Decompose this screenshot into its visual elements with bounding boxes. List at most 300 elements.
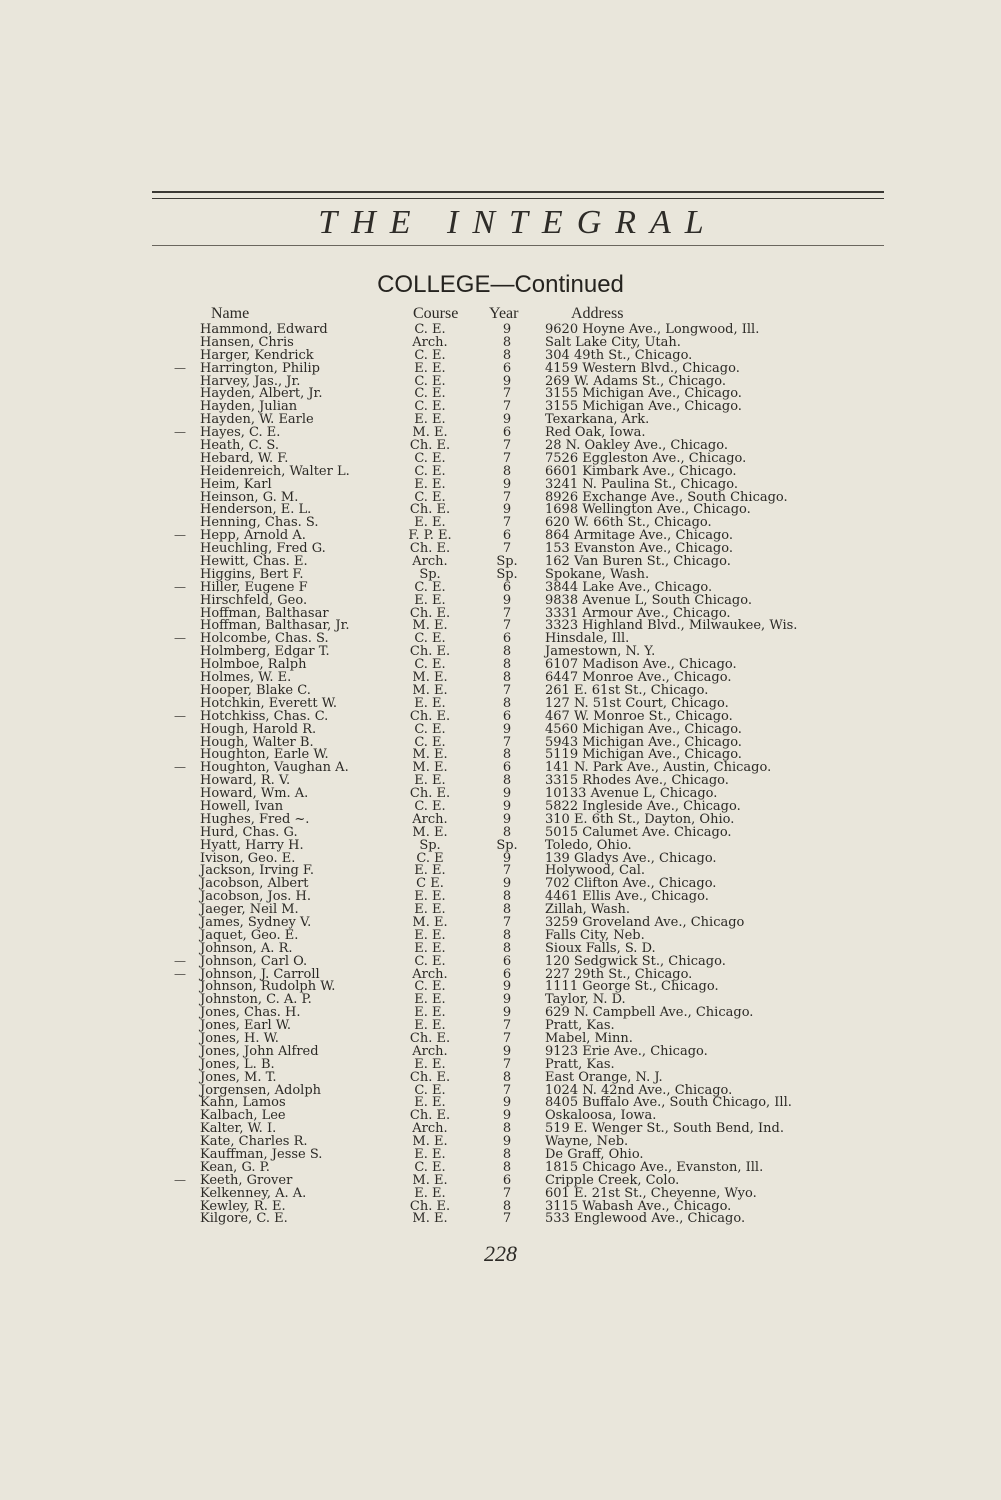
course-cell: Ch. E. (409, 1198, 451, 1214)
course-cell: E. E. (414, 1018, 446, 1034)
student-name: Hoffman, Balthasar, Jr. (200, 618, 350, 634)
address-cell: 8405 Buffalo Ave., South Chicago, Ill. (545, 1095, 792, 1111)
address-cell: 702 Clifton Ave., Chicago. (545, 876, 717, 892)
year-cell: 9 (502, 721, 512, 737)
course-cell: E. E. (414, 515, 446, 531)
address-cell: Spokane, Wash. (545, 566, 650, 582)
student-name: Jones, John Alfred (200, 1043, 319, 1059)
table-row (0, 1148, 1001, 1161)
table-row (0, 568, 1001, 581)
year-cell: 7 (502, 618, 512, 634)
course-cell: M. E. (412, 824, 448, 840)
address-cell: Oskaloosa, Iowa. (545, 1108, 657, 1124)
course-cell: C E. (416, 876, 444, 892)
year-cell: 7 (502, 1018, 512, 1034)
address-cell: 8926 Exchange Ave., South Chicago. (545, 489, 788, 505)
page-number: 228 (484, 1241, 517, 1266)
year-cell: 7 (502, 386, 512, 402)
year-cell: 8 (502, 347, 512, 363)
table-row (0, 349, 1001, 362)
table-row (0, 1200, 1001, 1213)
student-name: Hoffman, Balthasar (200, 605, 329, 621)
address-cell: 6107 Madison Ave., Chicago. (545, 657, 737, 673)
course-cell: C. E (416, 850, 444, 866)
student-name: Hansen, Chris (200, 334, 294, 350)
student-name: Kilgore, C. E. (200, 1211, 288, 1227)
address-cell: 629 N. Campbell Ave., Chicago. (545, 1005, 754, 1021)
course-cell: M. E. (412, 747, 448, 763)
course-cell: C. E. (414, 373, 446, 389)
year-cell: 8 (502, 747, 512, 763)
year-cell: 7 (502, 541, 512, 557)
address-cell: 153 Evanston Ave., Chicago. (545, 541, 733, 557)
address-cell: Wayne, Neb. (545, 1134, 629, 1150)
student-name: Houghton, Vaughan A. (200, 760, 349, 776)
course-cell: E. E. (414, 1056, 446, 1072)
address-cell: 9123 Erie Ave., Chicago. (545, 1043, 708, 1059)
student-name: Hurd, Chas. G. (200, 824, 298, 840)
course-cell: E. E. (414, 1185, 446, 1201)
year-cell: 7 (502, 863, 512, 879)
course-cell: E. E. (414, 476, 446, 492)
table-row (0, 607, 1001, 620)
year-cell: 9 (502, 322, 512, 337)
course-cell: F. P. E. (408, 528, 452, 544)
address-cell: Cripple Creek, Colo. (545, 1172, 680, 1188)
course-cell: E. E. (414, 1095, 446, 1111)
address-cell: 533 Englewood Ave., Chicago. (545, 1211, 746, 1227)
student-name: Jaquet, Geo. E. (200, 927, 299, 943)
table-row (0, 336, 1001, 349)
table-row (0, 864, 1001, 877)
year-cell: 8 (502, 657, 512, 673)
table-row (0, 774, 1001, 787)
address-cell: 9620 Hoyne Ave., Longwood, Ill. (545, 322, 760, 337)
course-cell: Sp. (419, 837, 441, 853)
course-cell: C. E. (414, 953, 446, 969)
year-cell: 9 (502, 979, 512, 995)
address-cell: Falls City, Neb. (545, 927, 645, 943)
address-cell: 620 W. 66th St., Chicago. (545, 515, 712, 531)
year-cell: 8 (502, 1069, 512, 1085)
year-cell: 7 (502, 734, 512, 750)
course-cell: E. E. (414, 1147, 446, 1162)
student-name: Johnson, Rudolph W. (200, 979, 336, 995)
table-row (0, 697, 1001, 710)
student-name: Holcombe, Chas. S. (200, 631, 329, 647)
address-cell: 3331 Armour Ave., Chicago. (545, 605, 731, 621)
student-name: Howell, Ivan (200, 798, 284, 814)
table-row (0, 465, 1001, 478)
course-cell: M. E. (412, 914, 448, 930)
address-cell: Sioux Falls, S. D. (545, 940, 656, 956)
address-cell: 7526 Eggleston Ave., Chicago. (545, 450, 747, 466)
student-name: Hepp, Arnold A. (200, 528, 306, 544)
address-cell: Taylor, N. D. (545, 992, 626, 1008)
student-name: Henderson, E. L. (200, 502, 312, 518)
address-cell: 4461 Ellis Ave., Chicago. (545, 889, 709, 905)
course-cell: Ch. E. (409, 1069, 451, 1085)
course-cell: C. E. (414, 734, 446, 750)
student-name: Hiller, Eugene F (200, 579, 308, 595)
address-cell: Pratt, Kas. (545, 1018, 615, 1034)
year-cell: 8 (502, 1121, 512, 1137)
course-cell: C. E. (414, 1082, 446, 1098)
year-cell: Sp. (496, 837, 518, 853)
year-cell: 7 (502, 682, 512, 698)
table-row (0, 400, 1001, 413)
table-row (0, 503, 1001, 516)
student-name: Holmberg, Edgar T. (200, 644, 330, 660)
year-cell: 8 (502, 1147, 512, 1162)
student-name: Keeth, Grover (200, 1172, 293, 1188)
year-cell: 9 (502, 1043, 512, 1059)
table-row (0, 1109, 1001, 1122)
address-cell: 3241 N. Paulina St., Chicago. (545, 476, 738, 492)
student-name: Jones, Earl W. (200, 1018, 292, 1034)
student-name: Heuchling, Fred G. (200, 541, 326, 557)
year-cell: 9 (502, 850, 512, 866)
year-cell: 6 (502, 360, 512, 376)
year-cell: 8 (502, 824, 512, 840)
address-cell: 864 Armitage Ave., Chicago. (545, 528, 734, 544)
marginal-mark: — (174, 760, 186, 775)
student-name: Johnson, Carl O. (200, 953, 308, 969)
year-cell: 8 (502, 1159, 512, 1175)
address-cell: Holywood, Cal. (545, 863, 646, 879)
table-row (0, 491, 1001, 504)
year-cell: 9 (502, 811, 512, 827)
year-cell: 7 (502, 914, 512, 930)
table-row (0, 968, 1001, 981)
table-row (0, 413, 1001, 426)
year-cell: 8 (502, 1198, 512, 1214)
course-cell: Ch. E. (409, 605, 451, 621)
year-cell: 9 (502, 1005, 512, 1021)
address-cell: 519 E. Wenger St., South Bend, Ind. (545, 1121, 784, 1137)
student-name: Hewitt, Chas. E. (200, 554, 308, 570)
student-name: Heath, C. S. (200, 438, 279, 454)
journal-title: THE INTEGRAL (318, 204, 718, 241)
year-cell: 8 (502, 670, 512, 686)
course-cell: E. E. (414, 927, 446, 943)
year-cell: 8 (502, 644, 512, 660)
student-name: Kalbach, Lee (200, 1108, 286, 1124)
table-row (0, 993, 1001, 1006)
address-cell: Salt Lake City, Utah. (545, 334, 681, 350)
student-name: Kalter, W. I. (200, 1121, 277, 1137)
address-cell: 3115 Wabash Ave., Chicago. (545, 1198, 732, 1214)
address-cell: 1024 N. 42nd Ave., Chicago. (545, 1082, 733, 1098)
table-row (0, 1161, 1001, 1174)
address-cell: Texarkana, Ark. (545, 412, 650, 428)
address-cell: 4159 Western Blvd., Chicago. (545, 360, 740, 376)
year-cell: 7 (502, 1185, 512, 1201)
address-cell: De Graff, Ohio. (545, 1147, 644, 1162)
student-name: James, Sydney V. (200, 914, 312, 930)
year-cell: 7 (502, 1082, 512, 1098)
table-row (0, 877, 1001, 890)
section-title: COLLEGE—Continued (377, 271, 624, 298)
year-cell: 7 (502, 1030, 512, 1046)
table-row (0, 684, 1001, 697)
table-row (0, 1045, 1001, 1058)
course-cell: Ch. E. (409, 786, 451, 802)
student-name: Hooper, Blake C. (200, 682, 311, 698)
year-cell: 6 (502, 1172, 512, 1188)
table-row (0, 632, 1001, 645)
course-cell: E. E. (414, 1005, 446, 1021)
address-cell: Red Oak, Iowa. (545, 425, 646, 441)
student-name: Houghton, Earle W. (200, 747, 329, 763)
marginal-mark: — (174, 360, 186, 375)
address-cell: 5015 Calumet Ave. Chicago. (545, 824, 732, 840)
table-row (0, 890, 1001, 903)
year-cell: 9 (502, 1095, 512, 1111)
address-cell: 3155 Michigan Ave., Chicago. (545, 399, 742, 415)
table-row (0, 375, 1001, 388)
course-cell: E. E. (414, 902, 446, 918)
course-cell: Ch. E. (409, 1030, 451, 1046)
year-cell: 7 (502, 515, 512, 531)
table-row (0, 362, 1001, 375)
table-row (0, 426, 1001, 439)
address-cell: 304 49th St., Chicago. (545, 347, 693, 363)
course-cell: E. E. (414, 695, 446, 711)
address-cell: Jamestown, N. Y. (545, 644, 656, 660)
student-name: Howard, Wm. A. (200, 786, 309, 802)
year-cell: 6 (502, 708, 512, 724)
student-name: Jackson, Irving F. (200, 863, 315, 879)
student-name: Heinson, G. M. (200, 489, 299, 505)
table-row (0, 736, 1001, 749)
course-cell: E. E. (414, 773, 446, 789)
course-cell: M. E. (412, 1211, 448, 1227)
year-cell: 7 (502, 1056, 512, 1072)
student-name: Johnson, J. Carroll (200, 966, 320, 982)
student-name: Hayes, C. E. (200, 425, 281, 441)
table-row (0, 323, 1001, 336)
course-cell: C. E. (414, 386, 446, 402)
table-row (0, 813, 1001, 826)
student-name: Henning, Chas. S. (200, 515, 319, 531)
student-name: Harrington, Philip (200, 360, 320, 376)
student-name: Jorgensen, Adolph (200, 1082, 322, 1098)
address-cell: 261 E. 61st St., Chicago. (545, 682, 709, 698)
year-cell: 8 (502, 927, 512, 943)
table-row (0, 645, 1001, 658)
address-cell: 3155 Michigan Ave., Chicago. (545, 386, 742, 402)
course-cell: C. E. (414, 463, 446, 479)
course-cell: C. E. (414, 1159, 446, 1175)
column-header-course: Course (413, 305, 459, 322)
header-rule-bottom (152, 245, 884, 246)
course-cell: M. E. (412, 618, 448, 634)
course-cell: E. E. (414, 412, 446, 428)
table-row (0, 619, 1001, 632)
address-cell: 1815 Chicago Ave., Evanston, Ill. (545, 1159, 764, 1175)
address-cell: 3323 Highland Blvd., Milwaukee, Wis. (545, 618, 798, 634)
student-name: Johnson, A. R. (200, 940, 293, 956)
student-name: Hebard, W. F. (200, 450, 289, 466)
year-cell: 6 (502, 760, 512, 776)
course-cell: M. E. (412, 760, 448, 776)
year-cell: 7 (502, 450, 512, 466)
table-row (0, 980, 1001, 993)
year-cell: 6 (502, 579, 512, 595)
header-rule-top-thin (152, 198, 884, 199)
student-name: Jaeger, Neil M. (200, 902, 299, 918)
address-cell: 6447 Monroe Ave., Chicago. (545, 670, 732, 686)
marginal-mark: — (174, 708, 186, 723)
course-cell: M. E. (412, 1134, 448, 1150)
student-name: Hammond, Edward (200, 322, 328, 337)
student-name: Hayden, W. Earle (200, 412, 314, 428)
student-name: Kate, Charles R. (200, 1134, 308, 1150)
table-row (0, 1122, 1001, 1135)
year-cell: 9 (502, 798, 512, 814)
address-cell: 1698 Wellington Ave., Chicago. (545, 502, 751, 518)
table-row (0, 839, 1001, 852)
course-cell: C. E. (414, 979, 446, 995)
address-cell: 5822 Ingleside Ave., Chicago. (545, 798, 741, 814)
year-cell: 8 (502, 902, 512, 918)
address-cell: 10133 Avenue L, Chicago. (545, 786, 718, 802)
address-cell: 601 E. 21st St., Cheyenne, Wyo. (545, 1185, 757, 1201)
year-cell: 9 (502, 1134, 512, 1150)
course-cell: M. E. (412, 682, 448, 698)
course-cell: C. E. (414, 399, 446, 415)
year-cell: 9 (502, 412, 512, 428)
year-cell: 8 (502, 940, 512, 956)
table-row (0, 1058, 1001, 1071)
table-row (0, 452, 1001, 465)
table-row (0, 800, 1001, 813)
course-cell: C. E. (414, 657, 446, 673)
table-row (0, 916, 1001, 929)
year-cell: 7 (502, 1211, 512, 1227)
student-name: Heim, Karl (200, 476, 272, 492)
year-cell: Sp. (496, 554, 518, 570)
year-cell: 9 (502, 876, 512, 892)
year-cell: 8 (502, 889, 512, 905)
table-row (0, 594, 1001, 607)
table-row (0, 1096, 1001, 1109)
course-cell: C. E. (414, 631, 446, 647)
marginal-mark: — (174, 966, 186, 981)
course-cell: Ch. E. (409, 708, 451, 724)
course-cell: M. E. (412, 425, 448, 441)
student-name: Harvey, Jas., Jr. (200, 373, 301, 389)
table-row (0, 529, 1001, 542)
course-cell: E. E. (414, 992, 446, 1008)
student-name: Jones, H. W. (200, 1030, 279, 1046)
column-header-address: Address (571, 305, 624, 322)
course-cell: Arch. (412, 1121, 448, 1137)
year-cell: 8 (502, 695, 512, 711)
address-cell: 3844 Lake Ave., Chicago. (545, 579, 713, 595)
course-cell: C. E. (414, 721, 446, 737)
table-row (0, 710, 1001, 723)
address-cell: 162 Van Buren St., Chicago. (545, 554, 731, 570)
address-cell: Mabel, Minn. (545, 1030, 633, 1046)
address-cell: 467 W. Monroe St., Chicago. (545, 708, 733, 724)
course-cell: Arch. (412, 1043, 448, 1059)
course-cell: E. E. (414, 863, 446, 879)
table-row (0, 671, 1001, 684)
student-name: Johnston, C. A. P. (200, 992, 312, 1008)
student-name: Hough, Harold R. (200, 721, 317, 737)
address-cell: 9838 Avenue L, South Chicago. (545, 592, 752, 608)
course-cell: Ch. E. (409, 644, 451, 660)
course-cell: C. E. (414, 798, 446, 814)
table-row (0, 929, 1001, 942)
year-cell: 6 (502, 528, 512, 544)
course-cell: Arch. (412, 334, 448, 350)
year-cell: 9 (502, 592, 512, 608)
table-row (0, 439, 1001, 452)
year-cell: 7 (502, 489, 512, 505)
address-cell: Pratt, Kas. (545, 1056, 615, 1072)
address-cell: 28 N. Oakley Ave., Chicago. (545, 438, 728, 454)
address-cell: 5119 Michigan Ave., Chicago. (545, 747, 742, 763)
address-cell: 269 W. Adams St., Chicago. (545, 373, 726, 389)
marginal-mark: — (174, 953, 186, 968)
course-cell: Arch. (412, 554, 448, 570)
table-row (0, 761, 1001, 774)
student-name: Heidenreich, Walter L. (200, 463, 350, 479)
table-row (0, 826, 1001, 839)
course-cell: Arch. (412, 966, 448, 982)
table-row (0, 1071, 1001, 1084)
marginal-mark: — (174, 528, 186, 543)
course-cell: Sp. (419, 566, 441, 582)
student-name: Kahn, Lamos (200, 1095, 286, 1111)
address-cell: 120 Sedgwick St., Chicago. (545, 953, 726, 969)
course-cell: C. E. (414, 489, 446, 505)
student-name: Hirschfeld, Geo. (200, 592, 308, 608)
marginal-mark: — (174, 1172, 186, 1187)
student-name: Kauffman, Jesse S. (200, 1147, 323, 1162)
student-name: Hayden, Julian (200, 399, 298, 415)
table-row (0, 658, 1001, 671)
address-cell: 3259 Groveland Ave., Chicago (545, 914, 745, 930)
year-cell: 6 (502, 966, 512, 982)
student-name: Jacobson, Albert (200, 876, 309, 892)
table-row (0, 478, 1001, 491)
table-row (0, 1084, 1001, 1097)
course-cell: C. E. (414, 347, 446, 363)
header-rule-top (152, 191, 884, 193)
column-header-name: Name (211, 305, 250, 322)
year-cell: 6 (502, 631, 512, 647)
table-row (0, 723, 1001, 736)
student-name: Hotchkin, Everett W. (200, 695, 337, 711)
year-cell: 9 (502, 502, 512, 518)
course-cell: M. E. (412, 670, 448, 686)
address-cell: 141 N. Park Ave., Austin, Chicago. (545, 760, 772, 776)
table-row (0, 1032, 1001, 1045)
course-cell: M. E. (412, 1172, 448, 1188)
course-cell: E. E. (414, 940, 446, 956)
year-cell: 9 (502, 476, 512, 492)
year-cell: 7 (502, 438, 512, 454)
year-cell: 9 (502, 786, 512, 802)
table-row (0, 955, 1001, 968)
table-row (0, 787, 1001, 800)
student-name: Jones, M. T. (200, 1069, 277, 1085)
course-cell: Ch. E. (409, 502, 451, 518)
